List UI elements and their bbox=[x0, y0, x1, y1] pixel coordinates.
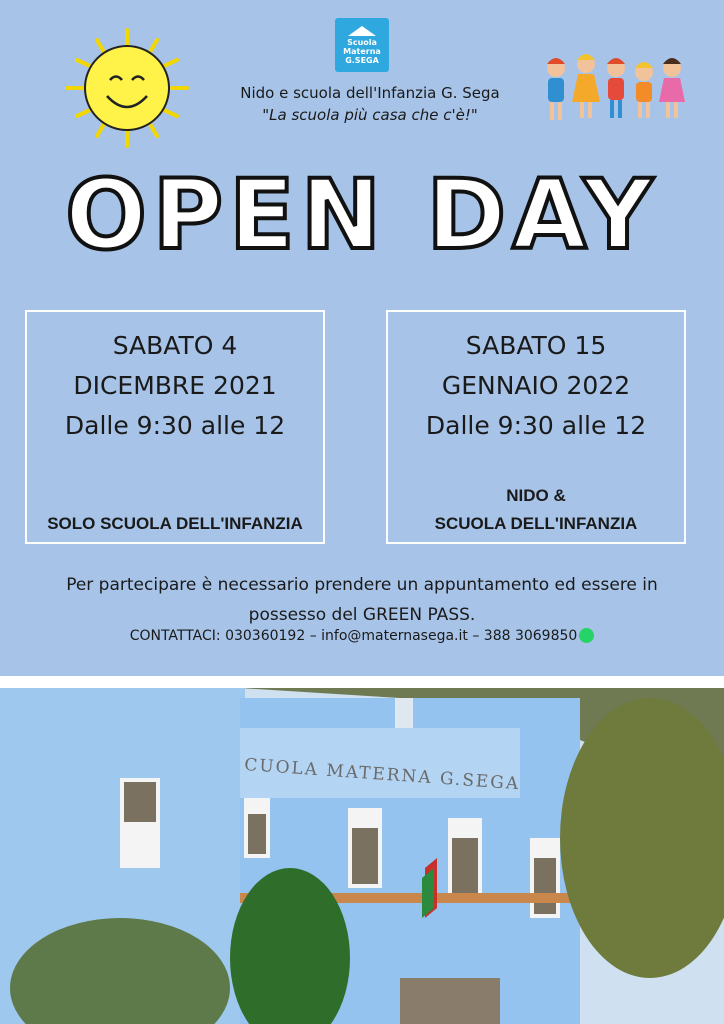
open-day-title: OPEN DAY bbox=[65, 159, 659, 271]
school-building-photo bbox=[0, 688, 724, 1024]
info-line-1: Per partecipare è necessario prendere un appuntamento ed essere in bbox=[66, 575, 658, 595]
event-audience bbox=[388, 482, 684, 538]
event-month-year: DICEMBRE 2021 bbox=[73, 371, 277, 400]
house-icon bbox=[348, 26, 376, 36]
building-sign: CUOLA MATERNA G.SEGA bbox=[243, 755, 521, 795]
event-audience-line-2: SCUOLA DELL'INFANZIA bbox=[434, 514, 638, 533]
school-name: Nido e scuola dell'Infanzia G. Sega bbox=[240, 84, 500, 102]
event-audience: SOLO SCUOLA DELL'INFANZIA bbox=[47, 514, 303, 533]
school-logo bbox=[335, 18, 389, 72]
logo-line-3: G.SEGA bbox=[345, 55, 379, 65]
event-day: SABATO 4 bbox=[112, 331, 238, 360]
info-line-2: possesso del GREEN PASS. bbox=[248, 605, 476, 625]
event-month-year: GENNAIO 2022 bbox=[441, 371, 631, 400]
contact-line bbox=[40, 628, 684, 644]
children-icon bbox=[538, 50, 688, 130]
event-card-december bbox=[25, 310, 325, 544]
event-time: Dalle 9:30 alle 12 bbox=[64, 411, 286, 440]
event-time: Dalle 9:30 alle 12 bbox=[425, 411, 647, 440]
event-card-january bbox=[386, 310, 686, 544]
logo-line-1: Scuola bbox=[347, 37, 377, 47]
whatsapp-icon bbox=[579, 628, 594, 643]
event-audience-line-1: NIDO & bbox=[506, 486, 566, 505]
school-motto: "La scuola più casa che c'è!" bbox=[262, 106, 478, 124]
logo-line-2: Materna bbox=[343, 46, 381, 56]
contact-text: CONTATTACI: 030360192 – info@maternasega.it – 388 3069850 bbox=[129, 628, 578, 644]
event-day: SABATO 15 bbox=[465, 331, 607, 360]
sun-icon bbox=[52, 28, 202, 148]
participation-info bbox=[40, 570, 684, 630]
